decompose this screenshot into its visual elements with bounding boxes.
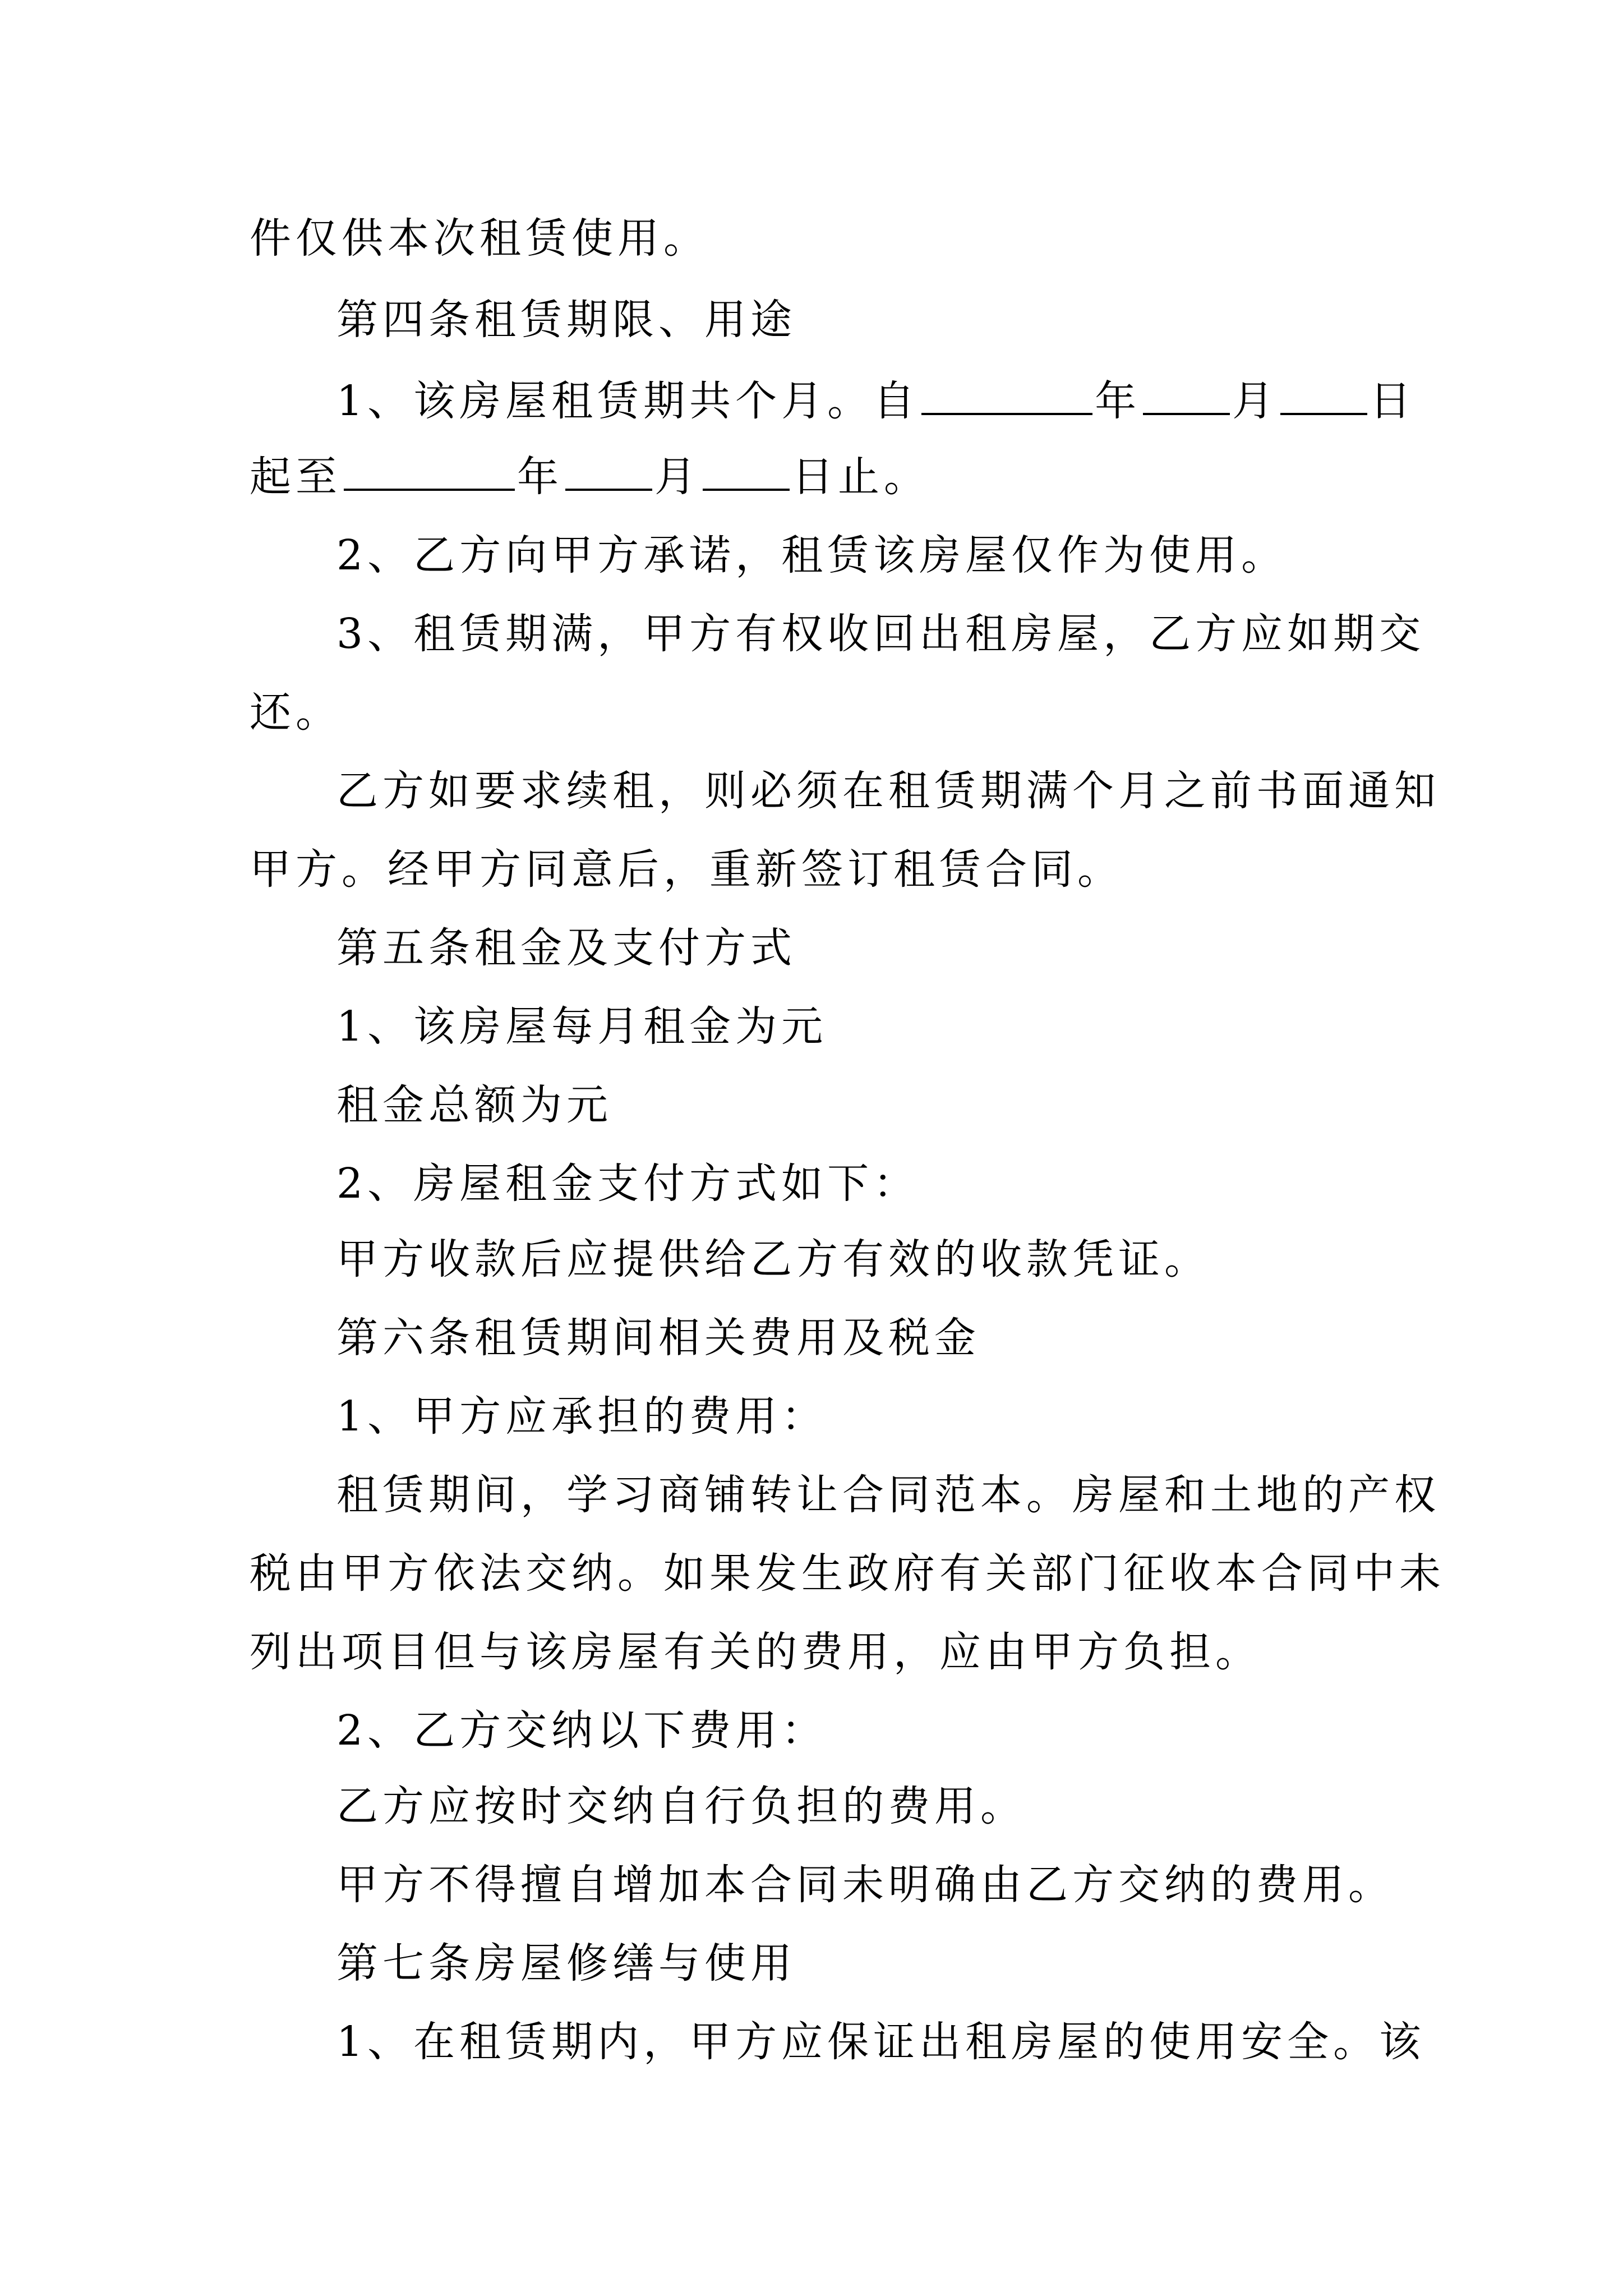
section-heading-6: 第六条租赁期间相关费用及税金	[336, 1314, 980, 1362]
start-day-blank	[1280, 374, 1367, 415]
paragraph-line: 2、房屋租金支付方式如下：	[336, 1159, 920, 1208]
end-day-blank	[703, 449, 790, 491]
paragraph-line: 甲方。经甲方同意后，重新签订租赁合同。	[250, 845, 1123, 894]
paragraph-line: 甲方收款后应提供给乙方有效的收款凭证。	[336, 1235, 1210, 1283]
paragraph-line: 列出项目但与该房屋有关的费用，应由甲方负担。	[250, 1628, 1261, 1676]
start-month-blank	[1143, 374, 1230, 415]
paragraph-line: 1、该房屋每月租金为元	[336, 1002, 828, 1051]
paragraph-line: 2、乙方交纳以下费用：	[336, 1706, 828, 1755]
month-label: 月	[654, 453, 700, 501]
paragraph-line: 甲方不得擅自增加本合同未明确由乙方交纳的费用。	[336, 1861, 1394, 1909]
end-year-blank	[344, 449, 515, 491]
section-heading-4: 第四条租赁期限、用途	[336, 296, 796, 344]
paragraph-line: 3、租赁期满，甲方有权收回出租房屋，乙方应如期交	[336, 610, 1426, 658]
paragraph-line: 税由甲方依法交纳。如果发生政府有关部门征收本合同中未	[250, 1549, 1445, 1598]
start-year-blank	[921, 374, 1092, 415]
paragraph-line: 1、甲方应承担的费用：	[336, 1392, 828, 1441]
paragraph-line: 2、乙方向甲方承诺，租赁该房屋仅作为使用。	[336, 531, 1288, 579]
section-heading-7: 第七条房屋修缮与使用	[336, 1939, 796, 1987]
day-label: 日	[1370, 377, 1416, 425]
year-label: 年	[517, 453, 563, 501]
lease-term-line	[336, 373, 1415, 429]
month-label: 月	[1232, 377, 1279, 425]
paragraph-line: 还。	[250, 688, 342, 737]
paragraph-line: 乙方如要求续租，则必须在租赁期满个月之前书面通知	[336, 767, 1440, 815]
paragraph-line: 件仅供本次租赁使用。	[250, 214, 709, 263]
year-label: 年	[1095, 377, 1141, 425]
paragraph-line: 租赁期间，学习商铺转让合同范本。房屋和土地的产权	[336, 1471, 1440, 1519]
paragraph-line: 乙方应按时交纳自行负担的费用。	[336, 1782, 1026, 1830]
lease-end-text: 起至	[250, 453, 342, 501]
paragraph-line: 租金总额为元	[336, 1081, 612, 1129]
day-end-label: 日止。	[792, 453, 930, 501]
section-heading-5: 第五条租金及支付方式	[336, 924, 796, 972]
end-month-blank	[565, 449, 652, 491]
paragraph-line: 1、在租赁期内，甲方应保证出租房屋的使用安全。该	[336, 2018, 1426, 2066]
lease-end-line	[250, 449, 930, 505]
lease-term-text: 1、该房屋租赁期共个月。自	[336, 377, 920, 425]
